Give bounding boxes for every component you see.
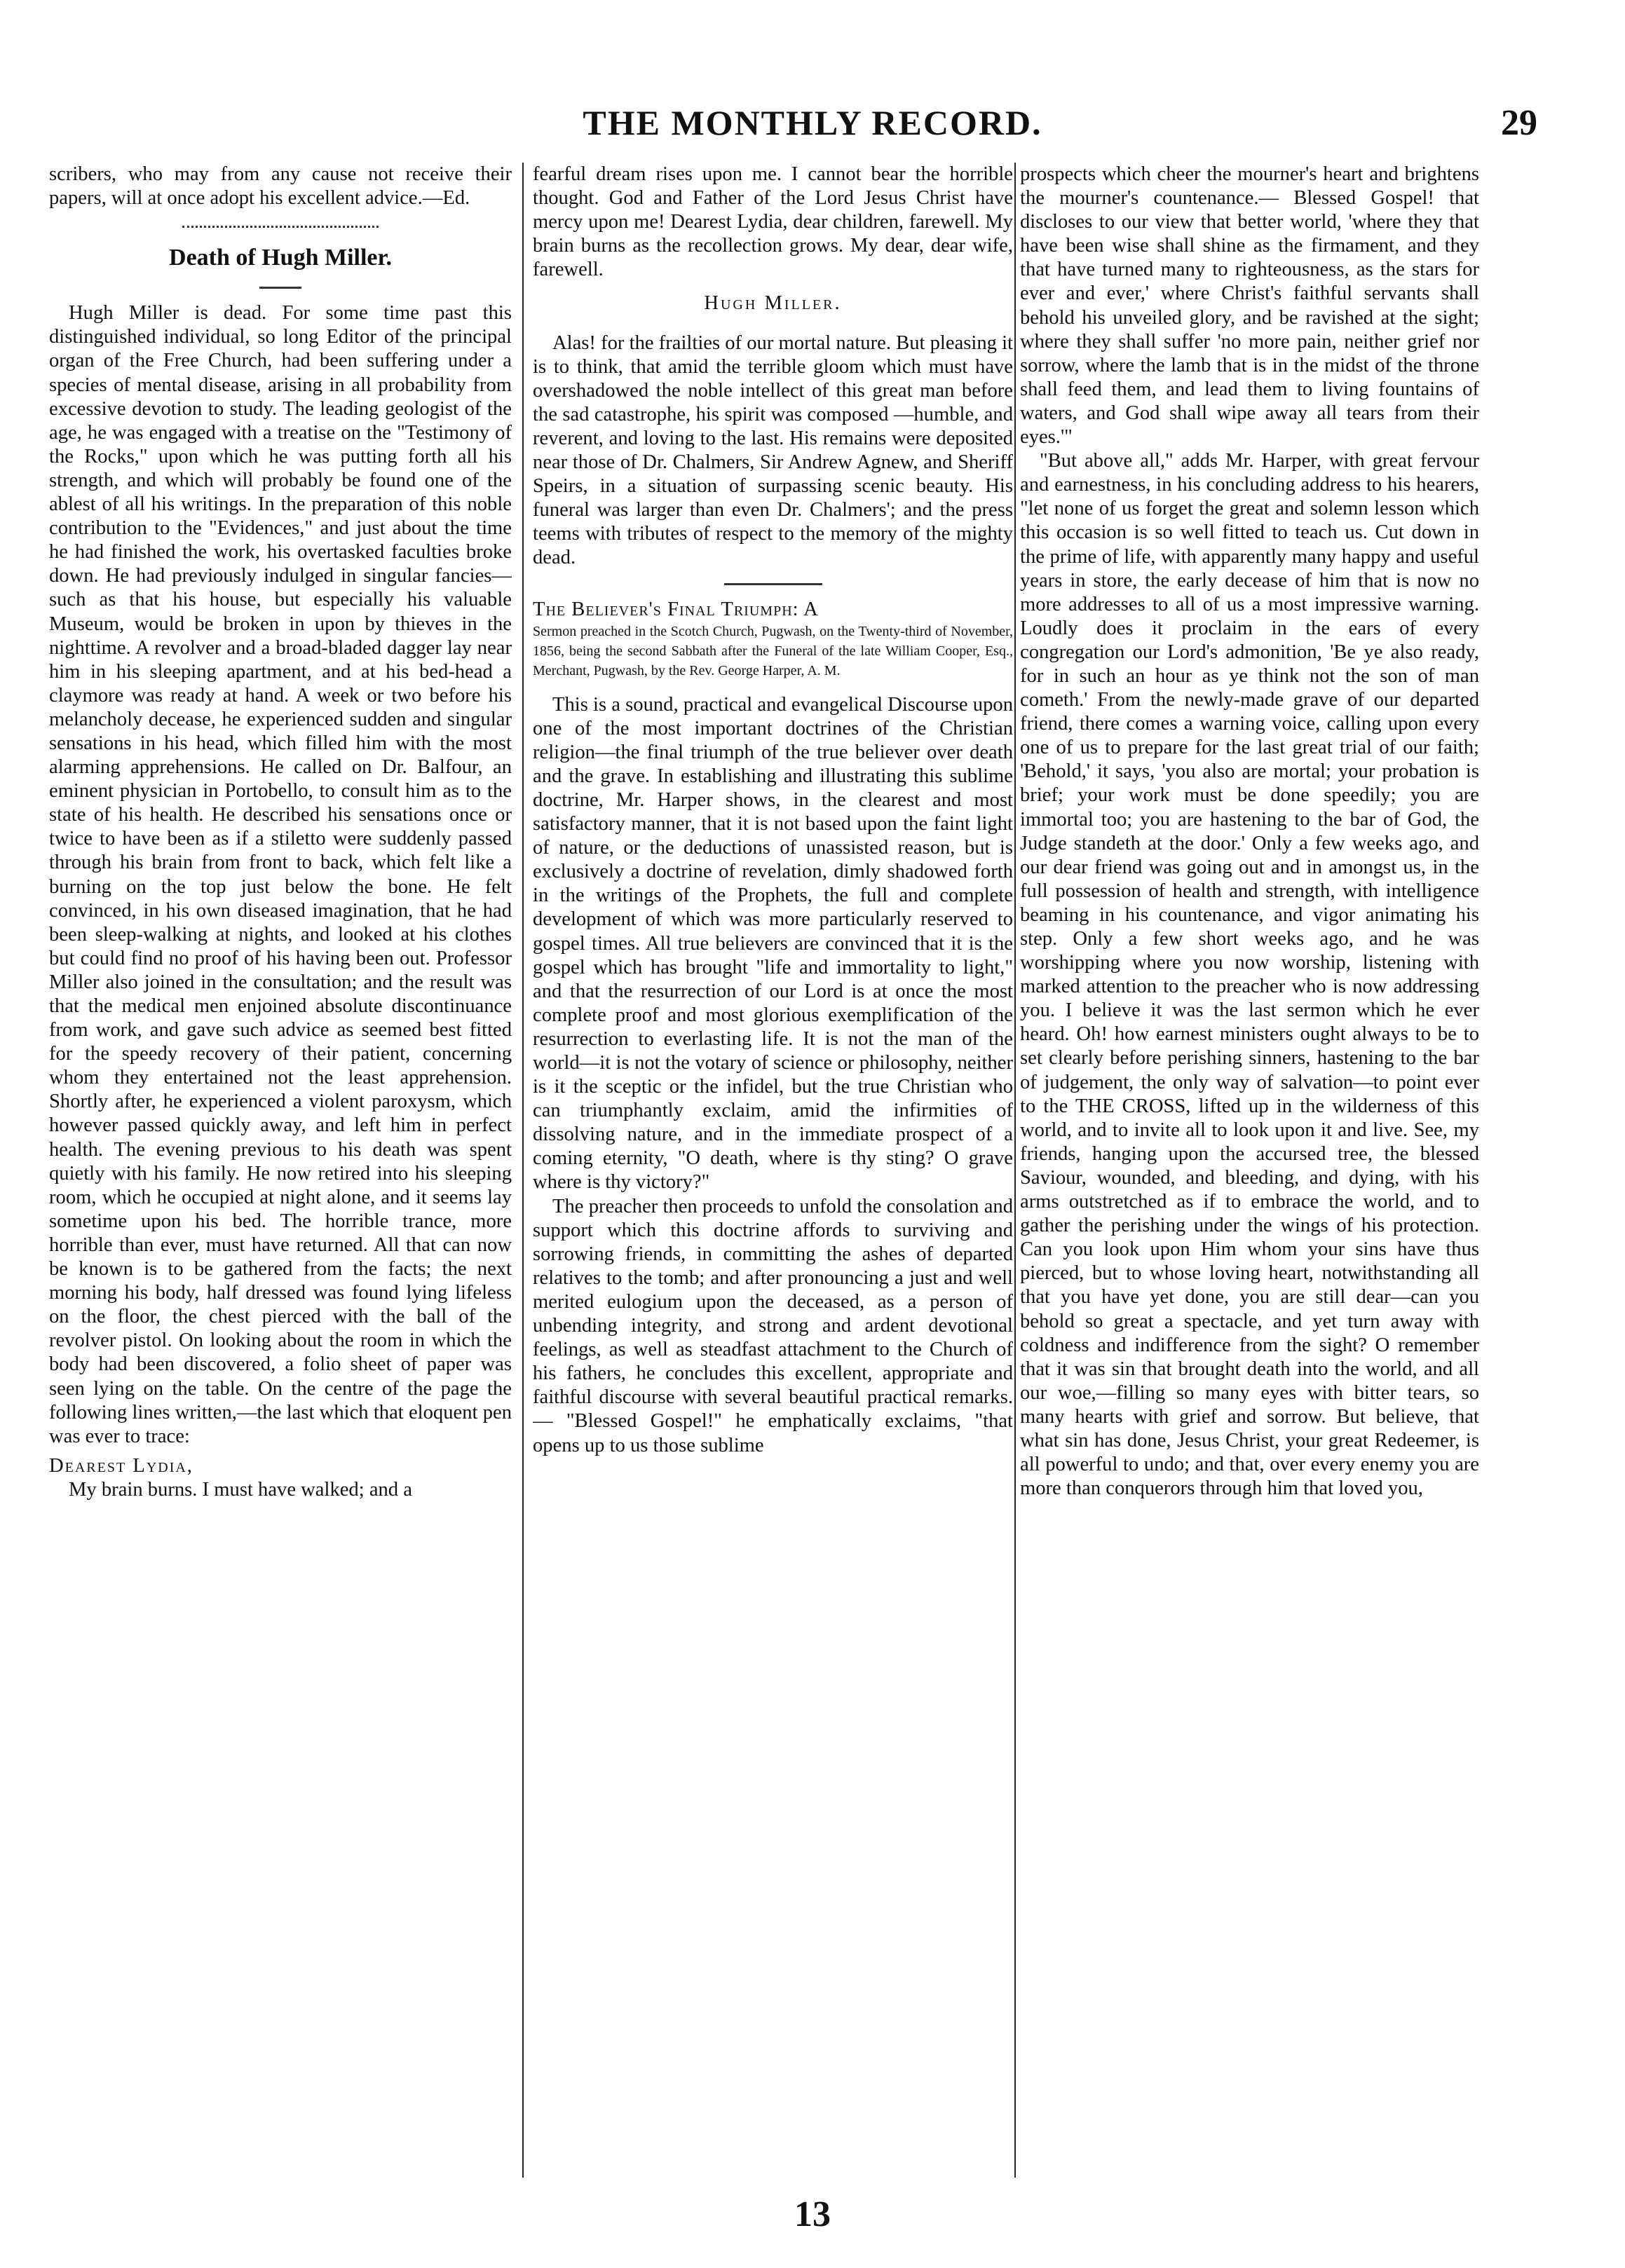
article-paragraph: Hugh Miller is dead. For some time past this distinguished individual, so long Editor of the principal organ of the Free Church, had been suffering under a species of mental disease, arising in all probability from excessive devotion to study. The leading geologist of the age, he was engaged with a treatise on the "Testimony of the Rocks," upon which he was putting forth all his strength, and which will probably be found one of the ablest of all his writings. In the preparation of this noble contribution to the "Evidences," and just about the time he had finished the work, his overtasked faculties broke down. He had previously indulged in singular fancies—such as that his house, but especially his valuable Museum, would be broken in upon by thieves in the nighttime. A revolver and a broad-bladed dagger lay near him in his sleeping apartment, and at his bed-head a claymore was ready at hand. A week or two before his melancholy decease, he experienced sudden and singular sensations in his head, which filled him with the most alarming apprehensions. He called on Dr. Balfour, an eminent physician in Portobello, to consult him as to the state of his health. He described his sensations once or twice to have been as if a stiletto were suddenly passed through his brain from front to back, which felt like a burning on the top just below the bone. He felt convinced, in his own diseased imagination, that he had been sleep-walking at nights, and looked at his clothes but could find no proof of his having been out. Professor Miller also joined in the consultation; and the result was that the medical men enjoined absolute discontinuance from work, and gave such advice as seemed best fitted for the speedy recovery of their patient, concerning whom they entertained not the least apprehension. Shortly after, he experienced a violent paroxysm, which however passed quickly away, and left him in perfect health. The evening previous to his death was spent quietly with his family. He now retired into his sleeping room, which he occupied at night alone, and it seems lay sometime upon his bed. The horrible trance, more horrible than ever, must have returned. All that can now be known is to be gathered from the facts; the next morning his body, half dressed was found lying lifeless on the floor, the chest pierced with the ball of the revolver pistol. On looking about the room in which the body had been discovered, a folio sheet of paper was seen lying on the table. On the centre of the page the following lines written,—the last which that eloquent pen was ever to trace: <box>49 302 512 1447</box>
column-1 <box>49 163 512 2181</box>
column-3 <box>1020 163 1479 2181</box>
signature-mark: 13 <box>794 2194 831 2234</box>
review-title: The Believer's Final Triumph: A <box>533 598 819 620</box>
article-heading: Death of Hugh Miller. <box>169 245 392 271</box>
letter-salutation: Dearest Lydia, <box>49 1454 193 1477</box>
letter-first-line: My brain burns. I must have walked; and a <box>69 1478 412 1501</box>
article-paragraph: Alas! for the frailties of our mortal nature. But pleasing it is to think, that amid the terrible gloom which must have overshadowed the noble intellect of this great man before the sad catastrophe, his spirit was composed —humble, and reverent, and loving to the last. His remains were deposited near those of Dr. Chalmers, Sir Andrew Agnew, and Sheriff Speirs, in a situation of surpassing scenic beauty. His funeral was larger than even Dr. Chalmers'; and the press teems with tributes of respect to the memory of the mighty dead. <box>533 332 1013 569</box>
quote-paragraph: prospects which cheer the mourner's heart and brightens the mourner's countenance.— Blessed Gospel! that discloses to our view that better world, 'where they that have been wise shall shine as the firmament, and they that have turned many to righteousness, as the stars for ever and ever,' where Christ's faithful servants shall behold his unveiled glory, and be ravished at the sight; where they shall suffer 'no more pain, neither grief nor sorrow, where the lamb that is in the midst of the throne shall feed them, and lead them to living fountains of waters, and God shall wipe away all tears from their eyes.'" <box>1020 163 1479 449</box>
section-rule <box>724 583 822 585</box>
review-paragraph: The preacher then proceeds to unfold the consolation and support which this doctrine affords to surviving and sorrowing friends, in committing the ashes of departed relatives to the tomb; and after pronouncing a just and well merited eulogium upon the deceased, as a person of unbending integrity, and strong and ardent devotional feelings, as well as steadfast attachment to the Church of his fathers, he concludes this excellent, appropriate and faithful discourse with several beautiful practical remarks.— "Blessed Gospel!" he emphatically exclaims, "that opens up to us those sublime <box>533 1195 1013 1456</box>
letter-text: fearful dream rises upon me. I cannot bear the horrible thought. God and Father of the Lord Jesus Christ have mercy upon me! Dearest Lydia, dear children, farewell. My brain burns as the recollection grows. My dear, dear wife, farewell. <box>533 163 1013 281</box>
column-rule <box>522 163 524 2178</box>
short-rule <box>259 287 301 289</box>
review-subtitle: Sermon preached in the Scotch Church, Pugwash, on the Twenty-third of November, 1856, being the second Sabbath after the Funeral of the late William Cooper, Esq., Merchant, Pugwash, by the Rev. George Harper, A. M. <box>533 623 1013 678</box>
letter-signature: Hugh Miller. <box>704 292 842 315</box>
column-1-intro: scribers, who may from any cause not receive their papers, will at once adopt his excellent advice.—Ed. <box>49 163 512 210</box>
page-number: 29 <box>1501 103 1537 143</box>
review-paragraph: This is a sound, practical and evangelical Discourse upon one of the most important doctrines of the Christian religion—the final triumph of the true believer over death and the grave. In establishing and illustrating this sublime doctrine, Mr. Harper shows, in the clearest and most satisfactory manner, that it is not based upon the faint light of nature, or the deductions of unassisted reason, but is exclusively a doctrine of revelation, dimly shadowed forth in the writings of the Prophets, the full and complete development of which was more particularly reserved to gospel times. All true believers are convinced that it is the gospel which has brought "life and immortality to light," and that the resurrection of our Lord is at once the most complete proof and most glorious exemplification of the resurrection to everlasting life. It is not the man of the world—it is not the votary of science or philosophy, neither is it the sceptic or the infidel, but the true Christian who can triumphantly exclaim, amid the infirmities of dissolving nature, and in the immediate prospect of a coming eternity, "O death, where is thy sting? O grave where is thy victory?" <box>533 693 1013 1194</box>
column-rule <box>1014 163 1016 2178</box>
journal-title: THE MONTHLY RECORD. <box>583 103 1042 142</box>
page-header <box>0 102 1625 151</box>
ornamental-divider <box>182 226 379 228</box>
quote-paragraph: "But above all," adds Mr. Harper, with great fervour and earnestness, in his concluding address to his hearers, "let none of us forget the great and solemn lesson which this occasion is so well fitted to teach us. Cut down in the prime of life, with apparently many happy and useful years in store, the early decease of him that is now no more addresses to all of us a most impressive warning. Loudly does it proclaim in the ears of every congregation our Lord's admonition, 'Be ye also ready, for in such an hour as ye think not the son of man cometh.' From the newly-made grave of our departed friend, there comes a warning voice, calling upon every one of us to prepare for the last great trial of our faith; 'Behold,' it says, 'you also are mortal; your probation is brief; your work must be done speedily; you are immortal too; you are hastening to the bar of God, the Judge standeth at the door.' Only a few weeks ago, and our dear friend was going out and in amongst us, in the full possession of health and strength, with intelligence beaming in his countenance, and vigor animating his step. Only a few short weeks ago, and he was worshipping where you now worship, listening with marked attention to the preacher who is now addressing you. I believe it was the last sermon which he ever heard. Oh! how earnest ministers ought always to be to set clearly before perishing sinners, hastening to the bar of judgement, the only way of salvation—to point ever to the THE CROSS, lifted up in the wilderness of this world, and to invite all to look upon it and live. See, my friends, hanging upon the accursed tree, the blessed Saviour, wounded, and bleeding, and dying, with his arms outstretched as if to embrace the world, and to gather the perishing under the wings of his protection. Can you look upon Him whom your sins have thus pierced, but to whose loving heart, notwithstanding all that you have yet done, you are still dear—can you behold so great a spectacle, and yet turn away with coldness and indifference from the sight? O remember that it was sin that brought death into the world, and all our woe,—filling so many eyes with bitter tears, so many hearts with grief and sorrow. But believe, that what sin has done, Jesus Christ, your great Redeemer, is all powerful to undo; and that, over every enemy you are more than conquerors through him that loved you, <box>1020 450 1479 1500</box>
column-2 <box>533 163 1013 2181</box>
